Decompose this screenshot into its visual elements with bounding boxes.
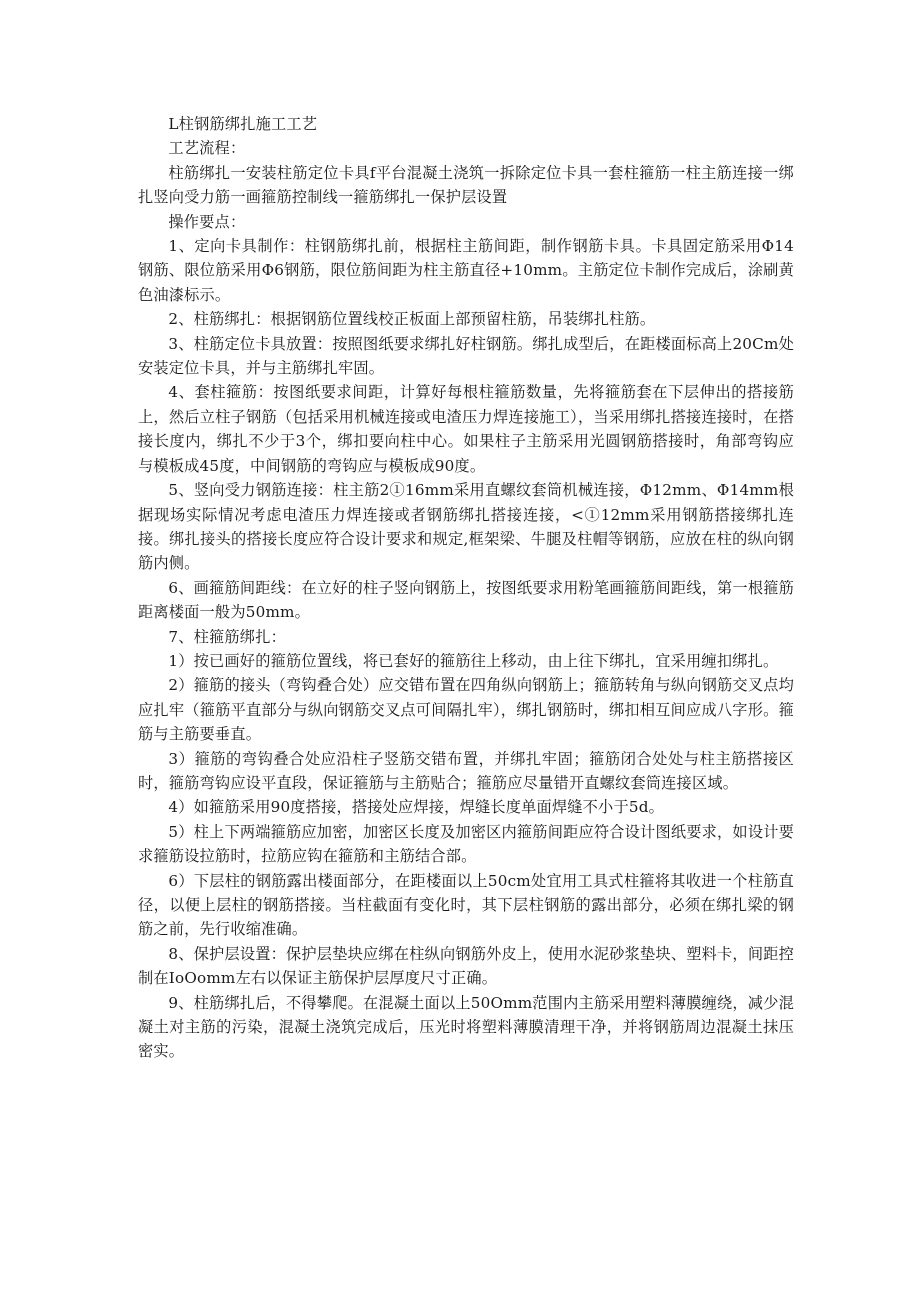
paragraph: 4）如箍筋采用90度搭接，搭接处应焊接，焊缝长度单面焊缝不小于5d。 [168,798,665,817]
paragraph: 2、柱筋绑扎：根据钢筋位置线校正板面上部预留柱筋，吊装绑扎柱筋。 [168,310,656,329]
paragraph: 5）柱上下两端箍筋应加密，加密区长度及加密区内箍筋间距应符合设计图纸要求，如设计要求箍筋设拉筋时，拉筋应钩在箍筋和主筋结合部。 [138,822,794,866]
paragraph: 6）下层柱的钢筋露出楼面部分，在距楼面以上50cm处宜用工具式柱箍将其收进一个柱筋直径，以便上层柱的钢筋搭接。当柱截面有变化时，其下层柱钢筋的露出部分，必须在绑扎梁的钢筋之前，先行收缩准确。 [138,871,794,939]
paragraph: 6、画箍筋间距线：在立好的柱子竖向钢筋上，按图纸要求用粉笔画箍筋间距线，第一根箍筋距离楼面一般为50mm。 [138,578,794,622]
paragraph: 4、套柱箍筋：按图纸要求间距，计算好每根柱箍筋数量，先将箍筋套在下层伸出的搭接筋上，然后立柱子钢筋（包括采用机械连接或电渣压力焊连接施工），当采用绑扎搭接连接时，在搭接长度内，绑扎不少于3个，绑扣要向柱中心。如果柱子主筋采用光圆钢筋搭接时，角部弯钩应与模板成45度，中间钢筋的弯钩应与模板成90度。 [138,383,794,475]
paragraph: 5、竖向受力钢筋连接：柱主筋2①16mm采用直螺纹套筒机械连接，Φ12mm、Φ14mm根据现场实际情况考虑电渣压力焊连接或者钢筋绑扎搭接连接，<①12mm采用钢筋搭接绑扎连接。绑扎接头的搭接长度应符合设计要求和规定,框架梁、牛腿及柱帽等钢筋，应放在柱的纵向钢筋内侧。 [138,481,794,573]
paragraph: 8、保护层设置：保护层垫块应绑在柱纵向钢筋外皮上，使用水泥砂浆垫块、塑料卡，间距控制在IoOomm左右以保证主筋保护层厚度尺寸正确。 [138,944,794,988]
paragraph: 7、柱箍筋绑扎： [168,627,286,646]
document-title: L柱钢筋绑扎施工工艺 [168,115,318,133]
paragraph: 9、柱筋绑扎后，不得攀爬。在混凝土面以上50Omm范围内主筋采用塑料薄膜缠绕，减少混凝土对主筋的污染，混凝土浇筑完成后，压光时将塑料薄膜清理干净，并将钢筋周边混凝土抹压密实。 [138,993,794,1061]
paragraph: 2）箍筋的接头（弯钩叠合处）应交错布置在四角纵向钢筋上；箍筋转角与纵向钢筋交叉点均应扎牢（箍筋平直部分与纵向钢筋交叉点可间隔扎牢），绑扎钢筋时，绑扣相互间应成八字形。箍筋与主筋要垂直。 [138,676,794,744]
paragraph: 工艺流程： [168,139,246,158]
document-body [138,112,794,1064]
paragraph: 1、定向卡具制作：柱钢筋绑扎前，根据柱主筋间距，制作钢筋卡具。卡具固定筋采用Φ14钢筋、限位筋采用Φ6钢筋，限位筋间距为柱主筋直径+10mm。主筋定位卡制作完成后，涂刷黄色油漆标示。 [138,237,794,304]
paragraph: 1）按已画好的箍筋位置线，将已套好的箍筋往上移动，由上往下绑扎，宜采用缠扣绑扎。 [168,651,779,670]
paragraph: 柱筋绑扎一安装柱筋定位卡具f平台混凝土浇筑一拆除定位卡具一套柱箍筋一柱主筋连接一绑扎竖向受力筋一画箍筋控制线一箍筋绑扎一保护层设置 [138,163,794,207]
paragraph: 3、柱筋定位卡具放置：按照图纸要求绑扎好柱钢筋。绑扎成型后，在距楼面标高上20Cm处安装定位卡具，并与主筋绑扎牢固。 [138,334,794,378]
paragraph: 3）箍筋的弯钩叠合处应沿柱子竖筋交错布置，并绑扎牢固；箍筋闭合处处与柱主筋搭接区时，箍筋弯钩应设平直段，保证箍筋与主筋贴合；箍筋应尽量错开直螺纹套筒连接区域。 [138,749,794,792]
paragraph: 操作要点： [168,212,246,231]
